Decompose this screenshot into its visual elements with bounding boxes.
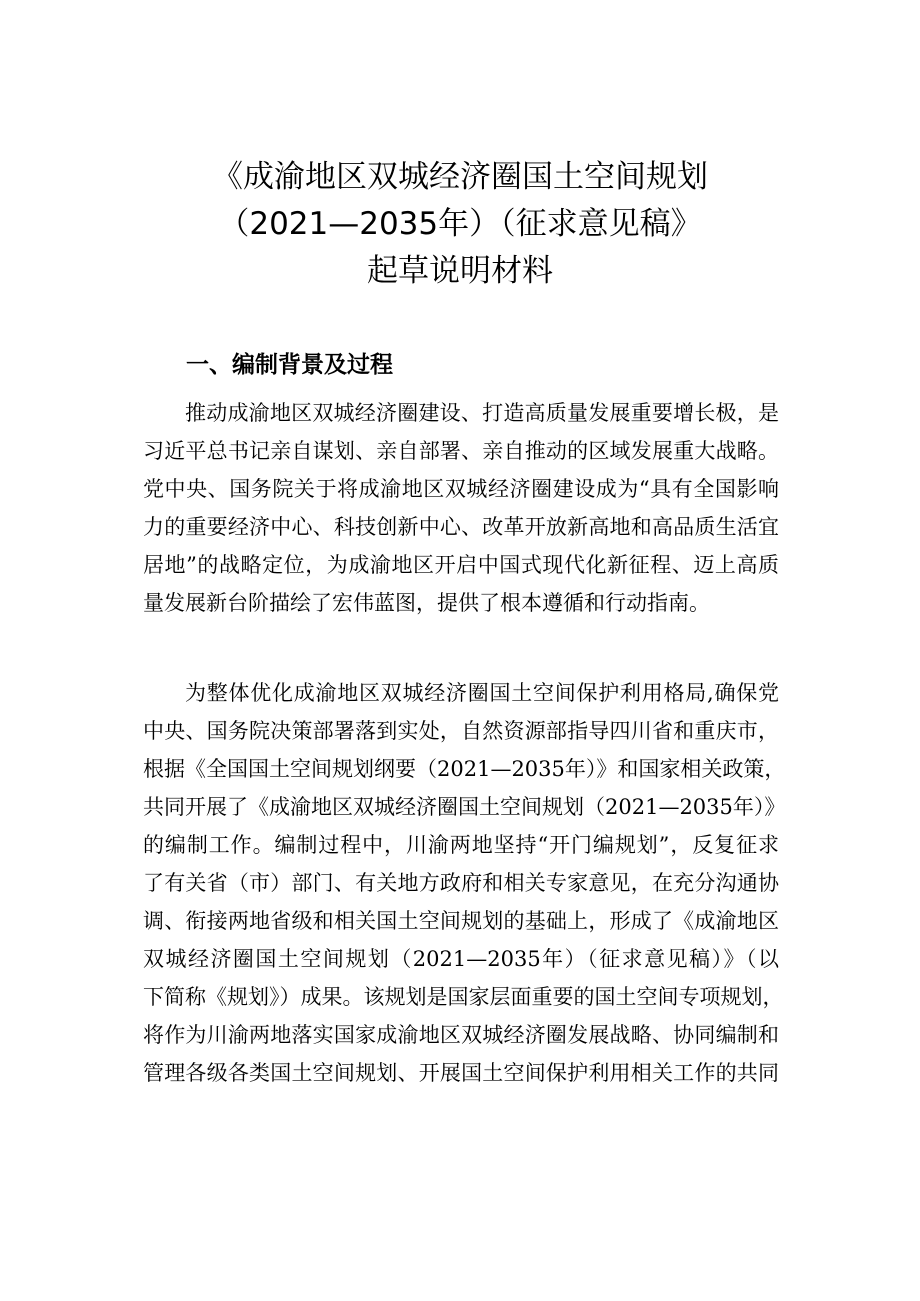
paragraph-line: 习近平总书记亲自谋划、亲自部署、亲自推动的区域发展重大战略。: [143, 439, 779, 463]
paragraph-line: 了有关省（市）部门、有关地方政府和相关专家意见，在充分沟通协: [143, 871, 779, 895]
paragraph-line: 为整体优化成渝地区双城经济圈国土空间保护利用格局,确保党: [185, 681, 779, 705]
title-line-2: （2021—2035年）（征求意见稿》: [218, 206, 702, 242]
paragraph-line: 根据《全国国土空间规划纲要（2021—2035年）》和国家相关政策，: [143, 757, 786, 781]
paragraph-line: 将作为川渝两地落实国家成渝地区双城经济圈发展战略、协同编制和: [143, 1023, 779, 1047]
paragraph-line: 力的重要经济中心、科技创新中心、改革开放新高地和高品质生活宜: [143, 515, 779, 539]
section-heading: 一、编制背景及过程: [186, 352, 393, 378]
paragraph-1: [143, 394, 779, 622]
paragraph-line: 共同开展了《成渝地区双城经济圈国土空间规划（2021—2035年）》: [143, 795, 786, 819]
paragraph-line: 下简称《规划》）成果。该规划是国家层面重要的国土空间专项规划，: [143, 985, 784, 1009]
paragraph-line: 党中央、国务院关于将成渝地区双城经济圈建设成为“具有全国影响: [143, 477, 779, 501]
paragraph-line: 的编制工作。编制过程中，川渝两地坚持“开门编规划”，反复征求: [143, 833, 779, 857]
paragraph-line: 双城经济圈国土空间规划（2021—2035年）（征求意见稿）》（以: [143, 947, 779, 971]
paragraph-2: [143, 674, 786, 1092]
paragraph-line: 推动成渝地区双城经济圈建设、打造高质量发展重要增长极，是: [185, 401, 779, 425]
document-title: [0, 154, 920, 295]
paragraph-line: 量发展新台阶描绘了宏伟蓝图，提供了根本遵循和行动指南。: [143, 591, 710, 615]
paragraph-line: 管理各级各类国土空间规划、开展国土空间保护利用相关工作的共同: [143, 1061, 779, 1085]
title-line-1: 《成渝地区双城经济圈国土空间规划: [212, 159, 708, 195]
paragraph-line: 调、衔接两地省级和相关国土空间规划的基础上，形成了《成渝地区: [143, 909, 779, 933]
paragraph-line: 居地”的战略定位，为成渝地区开启中国式现代化新征程、迈上高质: [143, 553, 779, 577]
paragraph-line: 中央、国务院决策部署落到实处，自然资源部指导四川省和重庆市，: [143, 719, 779, 743]
title-line-3: 起草说明材料: [367, 253, 553, 289]
